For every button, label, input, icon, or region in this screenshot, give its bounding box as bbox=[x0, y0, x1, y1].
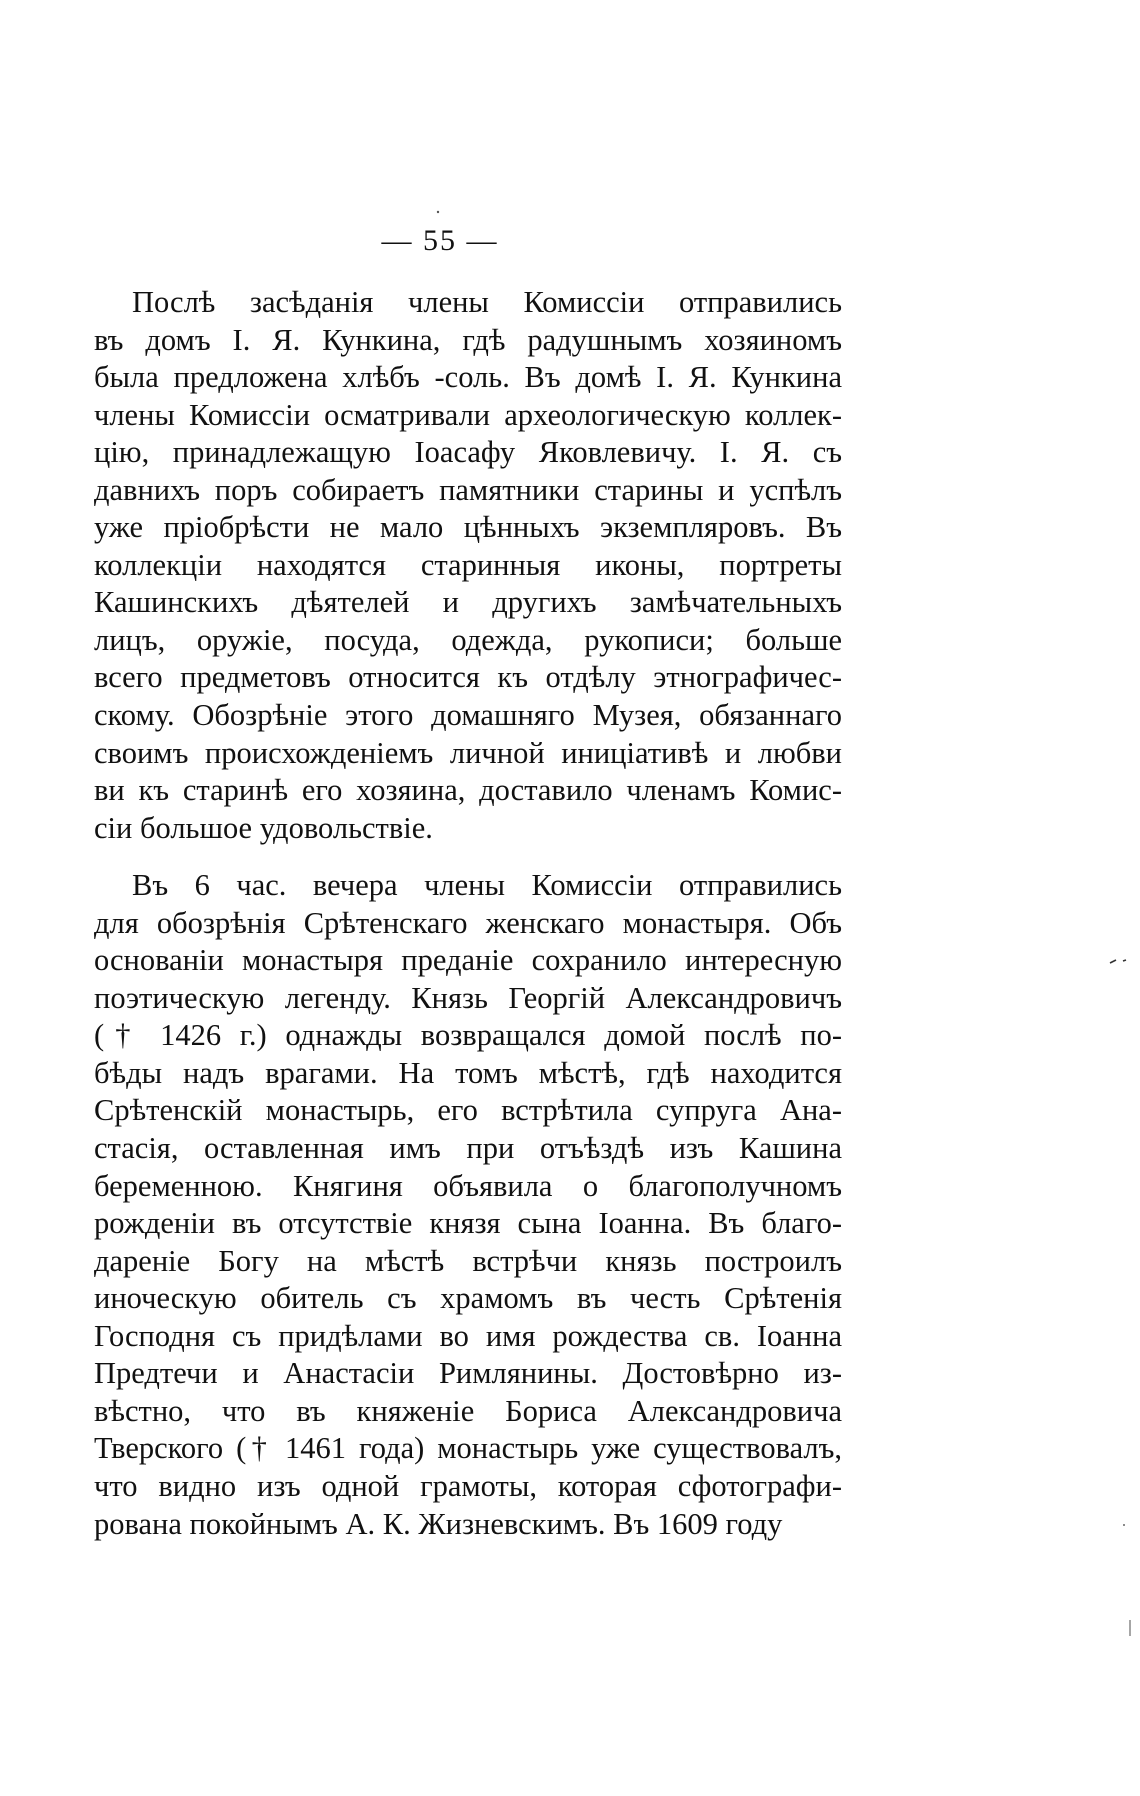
text-line: лицъ, оружіе, посуда, одежда, рукописи; больше bbox=[94, 622, 842, 657]
text-line: была предложена хлѣбъ -соль. Въ домѣ І. Я. Кункина bbox=[94, 360, 842, 395]
text-line: Послѣ засѣданія члены Комиссіи отправились bbox=[132, 285, 842, 319]
speck-mark bbox=[437, 211, 439, 213]
text-line: Предтечи и Анастасіи Римлянины. Достовѣрно из- bbox=[94, 1356, 842, 1391]
text-line: скому. Обозрѣніе этого домашняго Музея, обязаннаго bbox=[94, 698, 842, 733]
text-line: стасія, оставленная имъ при отъѣздѣ изъ Кашина bbox=[94, 1131, 842, 1166]
text-line: для обозрѣнія Срѣтенскаго женскаго монастыря. Объ bbox=[94, 905, 842, 940]
text-line: рожденіи въ отсутствіе князя сына Іоанна. Въ благо- bbox=[94, 1206, 842, 1241]
text-line: въ домъ І. Я. Кункина, гдѣ радушнымъ хозяиномъ bbox=[94, 322, 842, 357]
text-line: Господня съ придѣлами во имя рождества св. Іоанна bbox=[94, 1318, 842, 1353]
page-number: — 55 — bbox=[381, 224, 499, 257]
text-line: что видно изъ одной грамоты, которая сфотографи- bbox=[94, 1468, 842, 1503]
text-line: цію, принадлежащую Іоасафу Яковлевичу. І. Я. съ bbox=[94, 435, 842, 470]
speck-mark bbox=[1110, 960, 1126, 963]
text-line: Кашинскихъ дѣятелей и другихъ замѣчательныхъ bbox=[94, 585, 842, 620]
speck-mark bbox=[1123, 1524, 1125, 1526]
text-line: поэтическую легенду. Князь Георгій Александровичъ bbox=[94, 980, 842, 1015]
text-line: дареніе Богу на мѣстѣ встрѣчи князь построилъ bbox=[94, 1243, 842, 1278]
text-line: рована покойнымъ А. К. Жизневскимъ. Въ 1609 году bbox=[94, 1506, 783, 1541]
text-line: беременною. Княгиня объявила о благополучномъ bbox=[94, 1168, 842, 1203]
text-line: вѣстно, что въ княженіе Бориса Александровича bbox=[94, 1393, 842, 1428]
text-line: уже пріобрѣсти не мало цѣнныхъ экземпляровъ. Въ bbox=[94, 510, 842, 545]
text-line: Въ 6 час. вечера члены Комиссіи отправились bbox=[132, 868, 842, 903]
text-line: давнихъ поръ собираетъ памятники старины и успѣлъ bbox=[94, 472, 842, 507]
text-line: Тверского († 1461 года) монастырь уже существовалъ, bbox=[94, 1431, 842, 1466]
text-line: († 1426 г.) однажды возвращался домой послѣ по- bbox=[94, 1018, 842, 1053]
text-line: ви къ старинѣ его хозяина, доставило членамъ Комис- bbox=[94, 773, 842, 808]
text-line: всего предметовъ относится къ отдѣлу этнографичес- bbox=[94, 660, 842, 695]
text-line: члены Комиссіи осматривали археологическую коллек- bbox=[94, 397, 842, 432]
text-line: своимъ происхожденіемъ личной иниціативѣ и любви bbox=[94, 735, 842, 770]
text-line: иноческую обитель съ храмомъ въ честь Срѣтенія bbox=[94, 1281, 842, 1316]
text-line: Срѣтенскій монастырь, его встрѣтила супруга Ана- bbox=[94, 1093, 842, 1128]
text-line: основаніи монастыря преданіе сохранило интересную bbox=[94, 943, 842, 978]
text-line: бѣды надъ врагами. На томъ мѣстѣ, гдѣ находится bbox=[94, 1055, 842, 1090]
text-line: коллекціи находятся старинныя иконы, портреты bbox=[94, 547, 842, 582]
text-line: сіи большое удовольствіе. bbox=[94, 810, 433, 845]
